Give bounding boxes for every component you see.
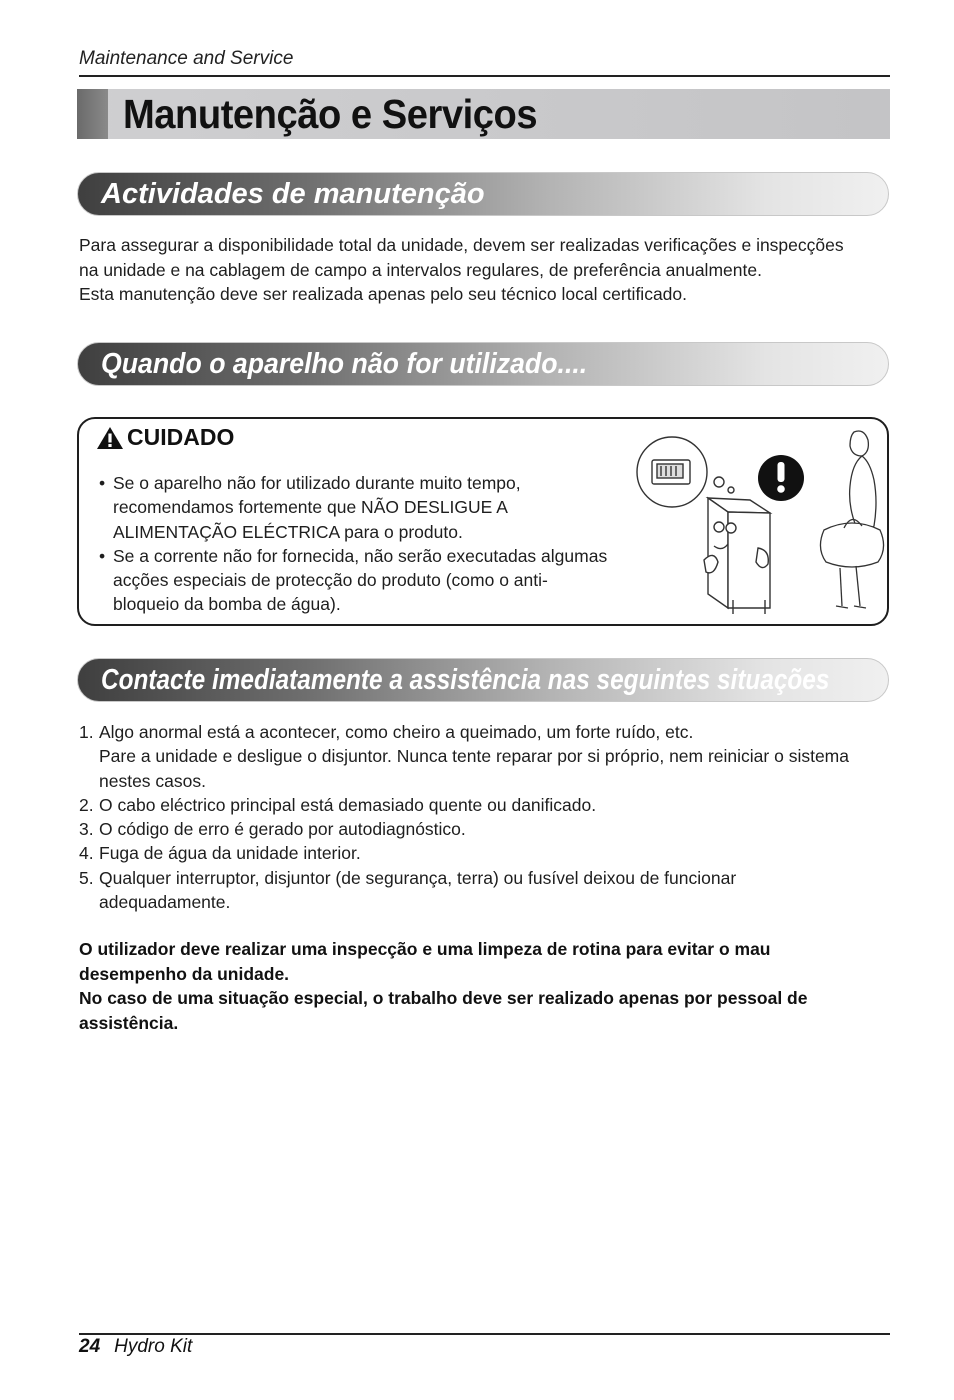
bullet-line: • Se o aparelho não for utilizado durante muito tempo, [113,473,521,493]
note-line: No caso de uma situação especial, o trabalho deve ser realizado apenas por pessoal de [79,988,808,1008]
paragraph-line: Esta manutenção deve ser realizada apenas pelo seu técnico local certificado. [79,284,688,304]
list-number: 4. [79,843,94,864]
product-name: Hydro Kit [114,1336,193,1357]
list-item [79,817,891,841]
header-rule [79,75,890,77]
traveler-figure [820,431,883,608]
list-item [99,471,634,544]
list-item [79,866,891,915]
list-item [99,544,634,617]
caution-title [96,424,234,451]
list-item [79,720,891,793]
page-number: 24 [79,1336,101,1357]
exclamation-circle-icon [758,455,804,501]
paragraph-line: Para assegurar a disponibilidade total da unidade, devem ser realizadas verificações e inspecções [79,235,844,255]
note-line: O utilizador deve realizar uma inspecção e uma limpeza de rotina para evitar o mau [79,939,771,959]
list-line: Fuga de água da unidade interior. [99,843,361,864]
list-line: Pare a unidade e desligue o disjuntor. Nunca tente reparar por si próprio, nem reiniciar o sistema [99,746,849,767]
page-title-bar [77,89,890,139]
bullet-line: recomendamos fortemente que NÃO DESLIGUE A [113,497,508,518]
bullet-line: • Se a corrente não for fornecida, não serão executadas algumas [113,545,608,566]
section-heading-unused [77,342,889,386]
list-number: 3. [79,819,94,840]
running-header: Maintenance and Service [79,48,294,69]
note-line: assistência. [79,1012,179,1033]
section-heading-text: Quando o aparelho não for utilizado.... [101,348,588,380]
list-line: adequadamente. [99,892,231,913]
list-line: O código de erro é gerado por autodiagnóstico. [99,819,466,840]
bullet-line: ALIMENTAÇÃO ELÉCTRICA para o produto. [113,521,463,542]
section-heading-contact [77,658,889,702]
maintenance-paragraph [79,233,891,307]
caution-bullets [99,471,634,617]
bullet-line: bloqueio da bomba de água). [113,594,341,615]
list-line: O cabo eléctrico principal está demasiado quente ou danificado. [99,794,597,815]
important-notes [79,937,891,1035]
section-heading-text: Contacte imediatamente a assistência nas seguintes situações [101,664,830,696]
list-number: 1. [79,722,94,742]
list-line: Algo anormal está a acontecer, como cheiro a queimado, um forte ruído, etc. [99,722,694,742]
caution-label: CUIDADO [127,424,235,450]
page-title: Manutenção e Serviços [123,91,538,137]
unit-character [704,498,770,614]
bullet-line: acções especiais de protecção do produto (como o anti- [113,570,548,591]
unit-and-traveler-illustration [630,428,885,618]
list-item [79,793,891,817]
footer-rule [79,1333,890,1335]
note-line: desempenho da unidade. [79,963,290,984]
page-footer [79,1336,192,1358]
list-line: Qualquer interruptor, disjuntor (de segurança, terra) ou fusível deixou de funcionar [99,867,737,888]
power-switch-bubble [637,437,734,507]
title-bar-block [77,89,108,139]
paragraph-line: na unidade e na cablagem de campo a intervalos regulares, de preferência anualmente. [79,259,762,280]
list-item [79,841,891,865]
list-number: 5. [79,867,94,888]
warning-triangle-icon [96,426,124,450]
section-heading-text: Actividades de manutenção [101,178,485,210]
list-line: nestes casos. [99,770,206,791]
list-number: 2. [79,794,94,815]
contact-list [79,720,891,914]
section-heading-maintenance [77,172,889,216]
